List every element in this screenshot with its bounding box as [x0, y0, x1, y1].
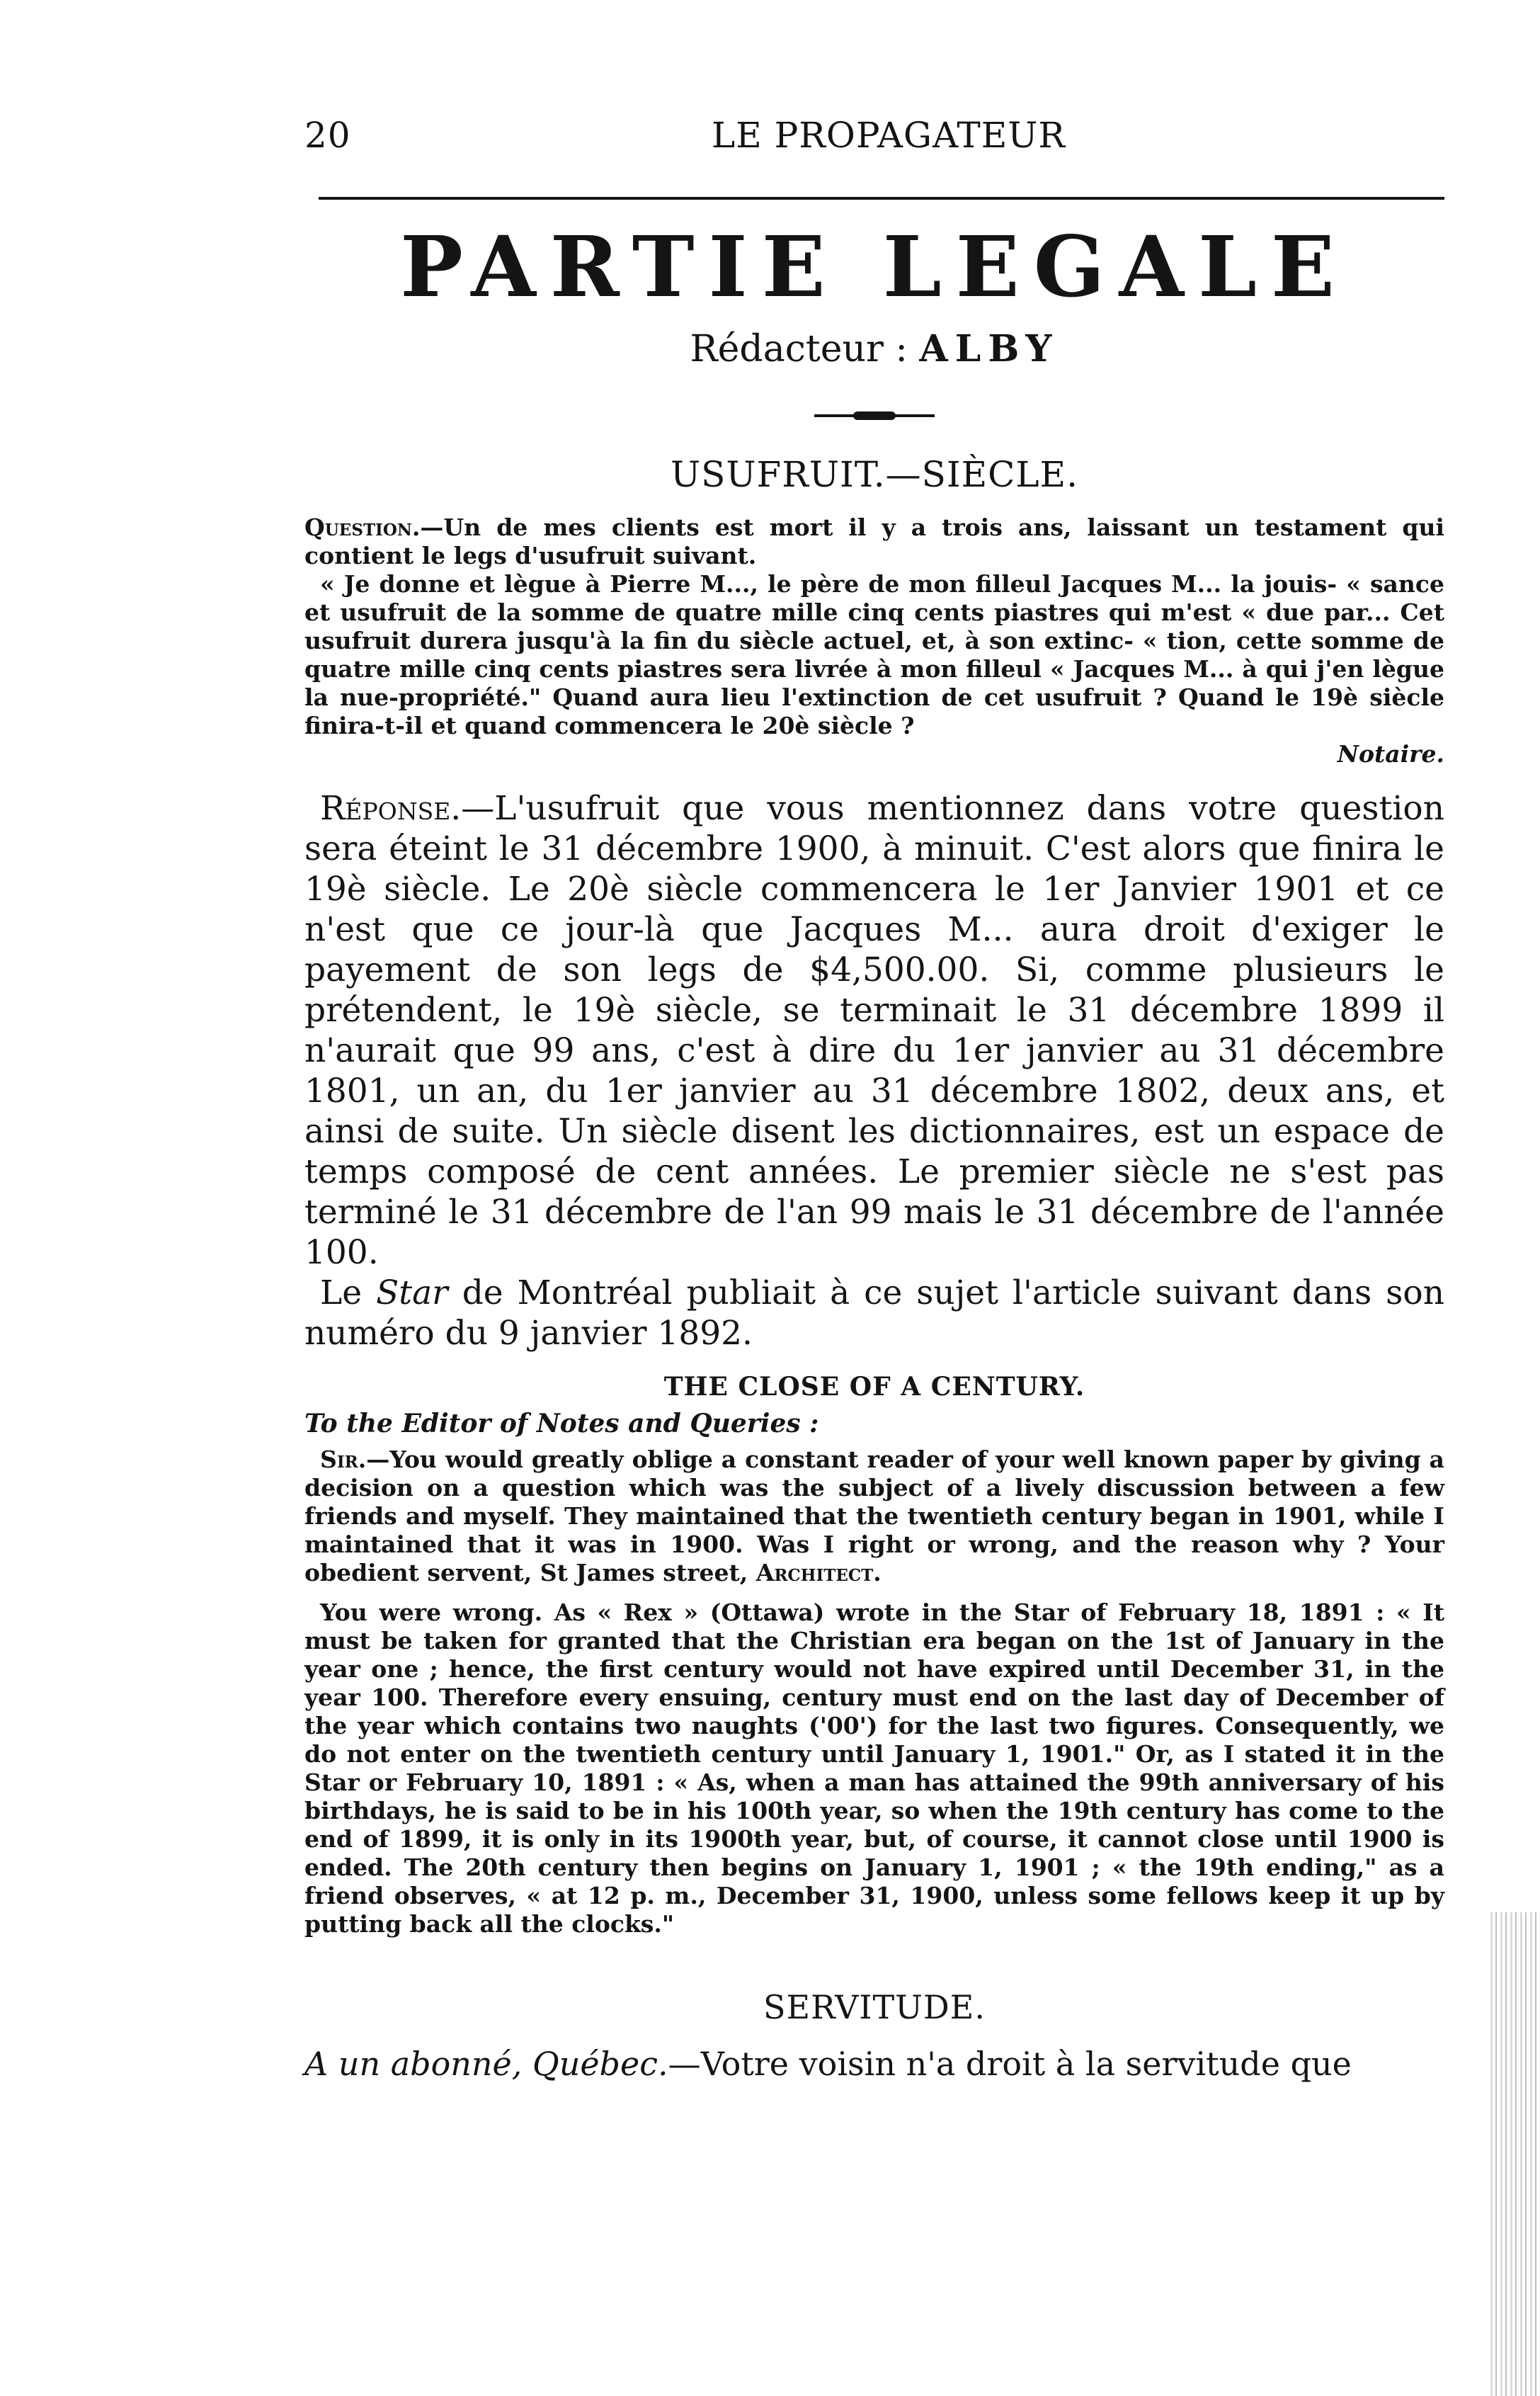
letter-signature: Architect.: [755, 1558, 882, 1586]
question-signature: Notaire.: [1337, 739, 1444, 768]
journal-title: LE PROPAGATEUR: [712, 115, 1066, 156]
article-heading-usufruit: USUFRUIT.—SIÈCLE.: [670, 453, 1078, 495]
section-title: PARTIE LEGALE: [400, 217, 1349, 316]
bequest-quote: « Je donne et lègue à Pierre M..., le père de mon filleul Jacques M... la jouis- « sance et usufruit de la somme de quatre mille cinq cents piastres qui m'est « due par... Cet usufruit durera jusqu'à la fin du siècle actuel, et, à son extinc- « tion, cette somme de quatre mille cinq cents piastres sera livrée à mon filleul « Jacques M... à qui j'en lègue la nue-propriété." Quand aura lieu l'extinction de cet usufruit ? Quand le 19è siècle finira-t-il et quand commencera le 20è siècle ?: [304, 569, 1444, 739]
ornament-divider: [814, 411, 935, 420]
question-text: —Un de mes clients est mort il y a trois ans, laissant un testament qui contient le legs d'usufruit suivant.: [304, 513, 1444, 569]
reply-text: You were wrong. As « Rex » (Ottawa) wrote in the Star of February 18, 1891 : « It must be taken for granted that the Christian era began on the 1st of January in the year one ; hence, the first century would not have expired until December 31, in the year 100. Therefore every ensuing, century must end on the last day of December of the year which contains two naughts ('00') for the last two figures. Consequently, we do not enter on the twentieth century until January 1, 1901." Or, as I stated it in the Star or February 10, 1891 : « As, when a man has attained the 99th anniversary of his birthdays, he is said to be in his 100th year, so when the 19th century has come to the end of 1899, it is only in its 1900th year, but, of course, it cannot close until 1900 is ended. The 20th century then begins on January 1, 1901 ; « the 19th ending," as a friend observes, « at 12 p. m., December 31, 1900, unless some fellows keep it up by putting back all the clocks.": [304, 1598, 1444, 1938]
answer-text: —L'usufruit que vous mentionnez dans votre question sera éteint le 31 décembre 1900, à minuit. C'est alors que finira le 19è siècle. Le 20è siècle commencera le 1er Janvier 1901 et ce n'est que ce jour-là que Jacques M... aura droit d'exiger le payement de son legs de $4,500.00. Si, comme plusieurs le prétendent, le 19è siècle, se terminait le 31 décembre 1899 il n'aurait que 99 ans, c'est à dire du 1er janvier au 31 décembre 1801, un an, du 1er janvier au 31 décembre 1802, deux ans, et ainsi de suite. Un siècle disent les dictionnaires, est un espace de temps composé de cent années. Le premier siècle ne s'est pas terminé le 31 décembre de l'an 99 mais le 31 décembre de l'année 100.: [304, 788, 1444, 1272]
page-number: 20: [304, 115, 351, 156]
editor-label: Rédacteur :: [690, 327, 908, 370]
article-heading-servitude: SERVITUDE.: [763, 1987, 986, 2026]
scan-edge-shadow: [1490, 1912, 1540, 2396]
answer-block: [304, 788, 1444, 1353]
article-heading-close-century: THE CLOSE OF A CENTURY.: [663, 1371, 1085, 1402]
editor-name: ALBY: [919, 327, 1059, 370]
servitude-text: —Votre voisin n'a droit à la servitude que: [668, 2044, 1352, 2083]
letter-block: [304, 1446, 1444, 1938]
servitude-paragraph: [304, 2043, 1444, 2084]
editor-line: [304, 327, 1444, 370]
star-intro: Le Star de Montréal publiait à ce sujet l'article suivant dans son numéro du 9 janvier 1892.: [304, 1273, 1444, 1353]
answer-label: Réponse.: [320, 788, 462, 828]
servitude-addressee: A un abonné, Québec.: [304, 2044, 668, 2083]
to-editor-line: To the Editor of Notes and Queries :: [304, 1408, 819, 1438]
sir-label: Sir.: [320, 1445, 367, 1473]
running-header: [304, 99, 1444, 163]
letter-text: —You would greatly oblige a constant reader of your well known paper by giving a decision on a question which was the subject of a lively discussion between a few friends and myself. They maintained that the twentieth century began in 1901, while I maintained that it was in 1900. Was I right or wrong, and the reason why ? Your obedient servent, St James street,: [304, 1445, 1444, 1586]
question-block: [304, 513, 1444, 768]
question-label: Question.: [304, 513, 421, 541]
page-content: [304, 99, 1444, 2084]
star-name: Star: [376, 1273, 448, 1312]
header-rule: [319, 197, 1444, 200]
